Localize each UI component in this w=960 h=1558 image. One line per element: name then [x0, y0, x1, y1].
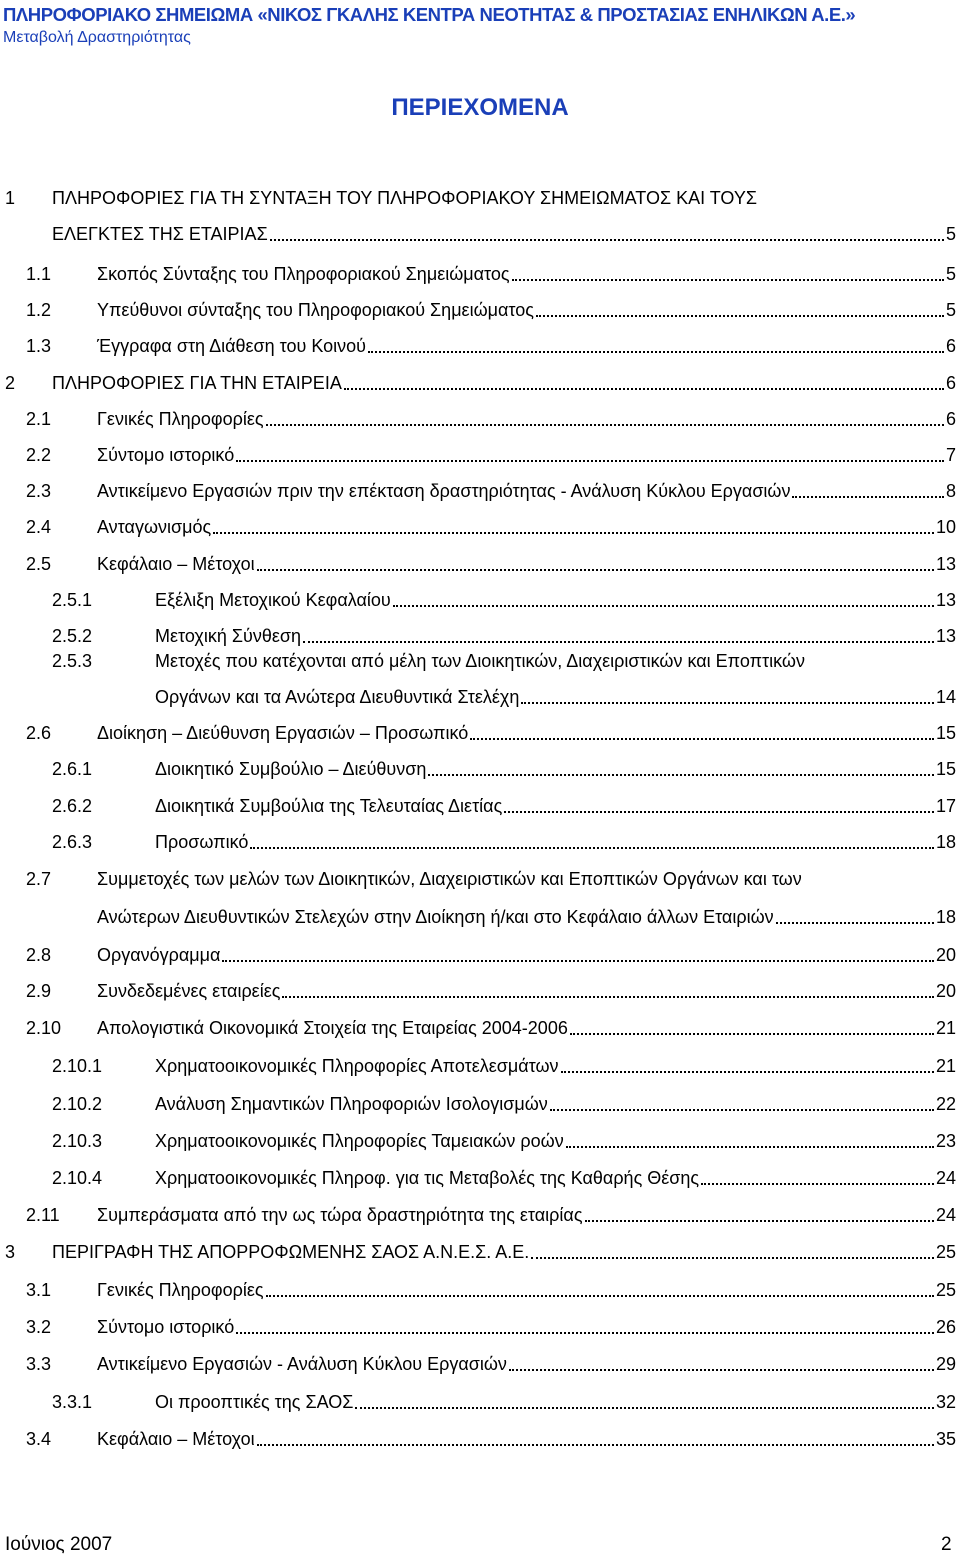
toc-entry-page: 35 — [935, 1429, 956, 1449]
toc-entry[interactable] — [97, 722, 956, 744]
toc-entry-title: Προσωπικό — [155, 832, 249, 852]
toc-entry-number: 3.4 — [26, 1429, 52, 1449]
document-subtitle: Μεταβολή Δραστηριότητας — [3, 29, 191, 46]
toc-entry-number: 2 — [5, 373, 16, 393]
toc-entry-title: Χρηματοοικονομικές Πληροφορίες Αποτελεσμάτων — [155, 1056, 559, 1076]
toc-entry-title: Υπεύθυνοι σύνταξης του Πληροφοριακού Σημειώματος — [97, 300, 534, 320]
toc-dot-leader — [236, 1331, 934, 1334]
toc-entry-number: 2.10.4 — [52, 1168, 103, 1188]
toc-dot-leader — [344, 387, 944, 390]
toc-entry-page: 32 — [935, 1392, 956, 1412]
toc-dot-leader — [585, 1219, 934, 1222]
toc-entry-title: ΕΛΕΓΚΤΕΣ ΤΗΣ ΕΤΑΙΡΙΑΣ — [52, 224, 268, 244]
toc-dot-leader — [521, 701, 934, 704]
toc-dot-leader — [368, 350, 944, 353]
toc-dot-leader — [236, 459, 944, 462]
toc-entry-title: Μετοχική Σύνθεση — [155, 626, 301, 646]
toc-dot-leader — [776, 921, 934, 924]
toc-dot-leader — [504, 810, 934, 813]
toc-dot-leader — [509, 1368, 934, 1371]
toc-dot-leader — [570, 1032, 934, 1035]
toc-dot-leader — [566, 1145, 934, 1148]
toc-entry[interactable] — [97, 516, 956, 538]
toc-entry-number: 2.5.3 — [52, 651, 93, 671]
toc-entry-title: Ανώτερων Διευθυντικών Στελεχών στην Διοίκηση ή/και στο Κεφάλαιο άλλων Εταιριών — [97, 907, 774, 927]
toc-dot-leader — [512, 278, 944, 281]
toc-entry[interactable] — [97, 480, 956, 502]
footer-date: Ιούνιος 2007 — [5, 1534, 113, 1555]
toc-entry-number: 2.1 — [26, 409, 52, 429]
toc-entry-title: Συνδεδεμένες εταιρείες — [97, 981, 281, 1001]
toc-entry-page: 20 — [935, 945, 956, 965]
toc-entry-page: 24 — [935, 1205, 956, 1225]
toc-entry-title: Αντικείμενο Εργασιών - Ανάλυση Κύκλου Εργασιών — [97, 1354, 507, 1374]
toc-entry-title: Χρηματοοικονομικές Πληροφορίες Ταμειακών ροών — [155, 1131, 564, 1151]
toc-entry-page: 15 — [935, 759, 956, 779]
toc-entry-page: 5 — [945, 300, 956, 320]
toc-entry[interactable] — [97, 944, 956, 966]
toc-entry-page: 21 — [935, 1018, 956, 1038]
toc-entry-number: 3 — [5, 1242, 16, 1262]
toc-entry-title: Απολογιστικά Οικονομικά Στοιχεία της Εταιρείας 2004-2006 — [97, 1018, 568, 1038]
toc-dot-leader — [393, 604, 934, 607]
toc-entry-page: 18 — [935, 907, 956, 927]
toc-entry-title: ΠΛΗΡΟΦΟΡΙΕΣ ΓΙΑ ΤΗΝ ΕΤΑΙΡΕΙΑ — [52, 373, 342, 393]
toc-entry[interactable] — [155, 1130, 956, 1152]
toc-entry[interactable] — [155, 686, 956, 708]
toc-entry[interactable] — [97, 444, 956, 466]
toc-entry-number: 2.6.3 — [52, 832, 93, 852]
toc-entry-title: Κεφάλαιο – Μέτοχοι — [97, 554, 255, 574]
toc-entry-number: 3.2 — [26, 1317, 52, 1337]
toc-dot-leader — [470, 737, 934, 740]
toc-entry-number: 2.9 — [26, 981, 52, 1001]
toc-entry[interactable] — [52, 1241, 956, 1263]
toc-entry-number: 3.3 — [26, 1354, 52, 1374]
toc-dot-leader — [266, 1294, 934, 1297]
toc-entry-page: 15 — [935, 723, 956, 743]
toc-entry-page: 21 — [935, 1056, 956, 1076]
toc-entry[interactable] — [52, 223, 956, 245]
toc-entry-title: Συμπεράσματα από την ως τώρα δραστηριότητα της εταιρίας — [97, 1205, 583, 1225]
toc-entry-page: 6 — [945, 409, 956, 429]
toc-entry-title: Ανταγωνισμός — [97, 517, 212, 537]
toc-entry-title: Οι προοπτικές της ΣΑΟΣ — [155, 1392, 354, 1412]
toc-entry-number: 2.5.1 — [52, 590, 93, 610]
toc-dot-leader — [266, 423, 944, 426]
toc-entry-page: 8 — [945, 481, 956, 501]
toc-entry-page: 25 — [935, 1280, 956, 1300]
toc-entry-title: Διοικητικό Συμβούλιο – Διεύθυνση — [155, 759, 427, 779]
toc-entry-title: Έγγραφα στη Διάθεση του Κοινού — [97, 336, 367, 356]
toc-entry-page: 23 — [935, 1131, 956, 1151]
toc-entry-page: 29 — [935, 1354, 956, 1374]
toc-entry-title: Οργάνων και τα Ανώτερα Διευθυντικά Στελέχη — [155, 687, 520, 707]
toc-entry[interactable] — [155, 1093, 956, 1115]
toc-entry[interactable] — [97, 408, 956, 430]
toc-entry-page: 6 — [945, 336, 956, 356]
toc-entry-title: Οργανόγραμμα — [97, 945, 221, 965]
toc-entry-page: 25 — [935, 1242, 956, 1262]
toc-entry[interactable] — [97, 335, 956, 357]
toc-entry-page: 14 — [935, 687, 956, 707]
toc-entry[interactable] — [97, 1353, 956, 1375]
toc-entry-title: Ανάλυση Σημαντικών Πληροφοριών Ισολογισμών — [155, 1094, 548, 1114]
toc-entry-title: Γενικές Πληροφορίες — [97, 409, 264, 429]
toc-entry-number: 2.2 — [26, 445, 52, 465]
toc-entry-title: Γενικές Πληροφορίες — [97, 1280, 264, 1300]
toc-title: ΠΕΡΙΕΧΟΜΕΝΑ — [391, 94, 569, 121]
toc-dot-leader — [531, 1256, 934, 1259]
toc-entry-number: 1.1 — [26, 264, 52, 284]
toc-entry[interactable] — [155, 1167, 956, 1189]
toc-entry-title: Σκοπός Σύνταξης του Πληροφοριακού Σημειώματος — [97, 264, 510, 284]
toc-entry[interactable] — [97, 1428, 956, 1450]
toc-entry-number: 2.7 — [26, 869, 52, 889]
toc-dot-leader — [701, 1182, 934, 1185]
toc-entry-number: 2.5 — [26, 554, 52, 574]
toc-entry-title: ΠΕΡΙΓΡΑΦΗ ΤΗΣ ΑΠΟΡΡΟΦΩΜΕΝΗΣ ΣΑΟΣ Α.Ν.Ε.Σ. Α.Ε. — [52, 1242, 530, 1262]
toc-entry[interactable] — [155, 1391, 956, 1413]
toc-entry-page: 6 — [945, 373, 956, 393]
toc-entry-title-line1: ΠΛΗΡΟΦΟΡΙΕΣ ΓΙΑ ΤΗ ΣΥΝΤΑΞΗ ΤΟΥ ΠΛΗΡΟΦΟΡΙΑΚΟΥ ΣΗΜΕΙΩΜΑΤΟΣ ΚΑΙ ΤΟΥΣ — [52, 188, 757, 208]
toc-entry[interactable] — [97, 906, 956, 928]
toc-entry-page: 10 — [935, 517, 956, 537]
toc-entry[interactable] — [155, 831, 956, 853]
toc-dot-leader — [561, 1070, 934, 1073]
toc-entry[interactable] — [97, 299, 956, 321]
toc-entry-title: Χρηματοοικονομικές Πληροφ. για τις Μεταβολές της Καθαρής Θέσης — [155, 1168, 700, 1188]
toc-entry-number: 1.3 — [26, 336, 52, 356]
toc-entry-number: 1.2 — [26, 300, 52, 320]
toc-entry-title: Κεφάλαιο – Μέτοχοι — [97, 1429, 255, 1449]
toc-entry-number: 2.5.2 — [52, 626, 93, 646]
toc-entry-title: Σύντομο ιστορικό — [97, 1317, 235, 1337]
toc-dot-leader — [257, 1443, 934, 1446]
toc-entry-number: 2.8 — [26, 945, 52, 965]
toc-dot-leader — [428, 773, 934, 776]
toc-entry[interactable] — [97, 1279, 956, 1301]
toc-entry-page: 5 — [945, 264, 956, 284]
footer-page-number: 2 — [941, 1534, 952, 1555]
toc-entry-page: 17 — [935, 796, 956, 816]
toc-entry-number: 3.1 — [26, 1280, 52, 1300]
toc-entry-number: 2.10.2 — [52, 1094, 103, 1114]
toc-entry-number: 2.6.2 — [52, 796, 93, 816]
toc-entry[interactable] — [97, 263, 956, 285]
toc-dot-leader — [250, 846, 934, 849]
toc-entry-page: 22 — [935, 1094, 956, 1114]
toc-entry-number: 3.3.1 — [52, 1392, 93, 1412]
toc-entry[interactable] — [155, 625, 956, 647]
toc-entry-title-line1: Συμμετοχές των μελών των Διοικητικών, Διαχειριστικών και Εποπτικών Οργάνων και των — [97, 869, 802, 889]
toc-entry-page: 24 — [935, 1168, 956, 1188]
toc-entry-number: 2.10.3 — [52, 1131, 103, 1151]
toc-dot-leader — [257, 568, 934, 571]
toc-entry[interactable] — [97, 980, 956, 1002]
toc-entry[interactable] — [97, 553, 956, 575]
toc-entry[interactable] — [97, 1204, 956, 1226]
toc-entry[interactable] — [97, 1316, 956, 1338]
toc-entry-number: 2.10.1 — [52, 1056, 103, 1076]
toc-entry-page: 13 — [935, 554, 956, 574]
toc-entry-title-line1: Μετοχές που κατέχονται από μέλη των Διοικητικών, Διαχειριστικών και Εποπτικών — [155, 651, 805, 671]
toc-dot-leader — [270, 238, 944, 241]
toc-entry-title: Αντικείμενο Εργασιών πριν την επέκταση δραστηριότητας - Ανάλυση Κύκλου Εργασιών — [97, 481, 791, 501]
toc-entry[interactable] — [155, 589, 956, 611]
toc-entry[interactable] — [97, 1017, 956, 1039]
toc-entry-number: 2.11 — [26, 1205, 60, 1225]
toc-entry-title: Διοίκηση – Διεύθυνση Εργασιών – Προσωπικό — [97, 723, 469, 743]
toc-entry-number: 1 — [5, 188, 16, 208]
toc-dot-leader — [222, 959, 934, 962]
toc-entry-page: 5 — [945, 224, 956, 244]
toc-entry-title: Σύντομο ιστορικό — [97, 445, 235, 465]
toc-entry[interactable] — [155, 1055, 956, 1077]
document-title: ΠΛΗΡΟΦΟΡΙΑΚΟ ΣΗΜΕΙΩΜΑ «ΝΙΚΟΣ ΓΚΑΛΗΣ ΚΕΝΤΡΑ ΝΕΟΤΗΤΑΣ & ΠΡΟΣΤΑΣΙΑΣ ΕΝΗΛΙΚΩΝ Α.Ε.» — [3, 4, 856, 25]
toc-entry-page: 18 — [935, 832, 956, 852]
toc-entry-page: 20 — [935, 981, 956, 1001]
toc-dot-leader — [355, 1406, 934, 1409]
toc-entry-page: 7 — [945, 445, 956, 465]
toc-dot-leader — [536, 314, 944, 317]
toc-dot-leader — [550, 1108, 934, 1111]
toc-entry-number: 2.10 — [26, 1018, 62, 1038]
toc-entry-number: 2.4 — [26, 517, 52, 537]
toc-dot-leader — [213, 531, 934, 534]
toc-entry-title: Εξέλιξη Μετοχικού Κεφαλαίου — [155, 590, 391, 610]
toc-dot-leader — [303, 640, 934, 643]
toc-dot-leader — [792, 495, 944, 498]
toc-entry-page: 13 — [935, 590, 956, 610]
toc-entry-number: 2.3 — [26, 481, 52, 501]
toc-entry-title: Διοικητικά Συμβούλια της Τελευταίας Διετίας — [155, 796, 503, 816]
toc-entry-page: 26 — [935, 1317, 956, 1337]
toc-entry[interactable] — [52, 372, 956, 394]
toc-entry-number: 2.6 — [26, 723, 52, 743]
toc-entry-page: 13 — [935, 626, 956, 646]
toc-entry[interactable] — [155, 795, 956, 817]
toc-entry[interactable] — [155, 758, 956, 780]
toc-entry-number: 2.6.1 — [52, 759, 93, 779]
toc-dot-leader — [282, 995, 934, 998]
